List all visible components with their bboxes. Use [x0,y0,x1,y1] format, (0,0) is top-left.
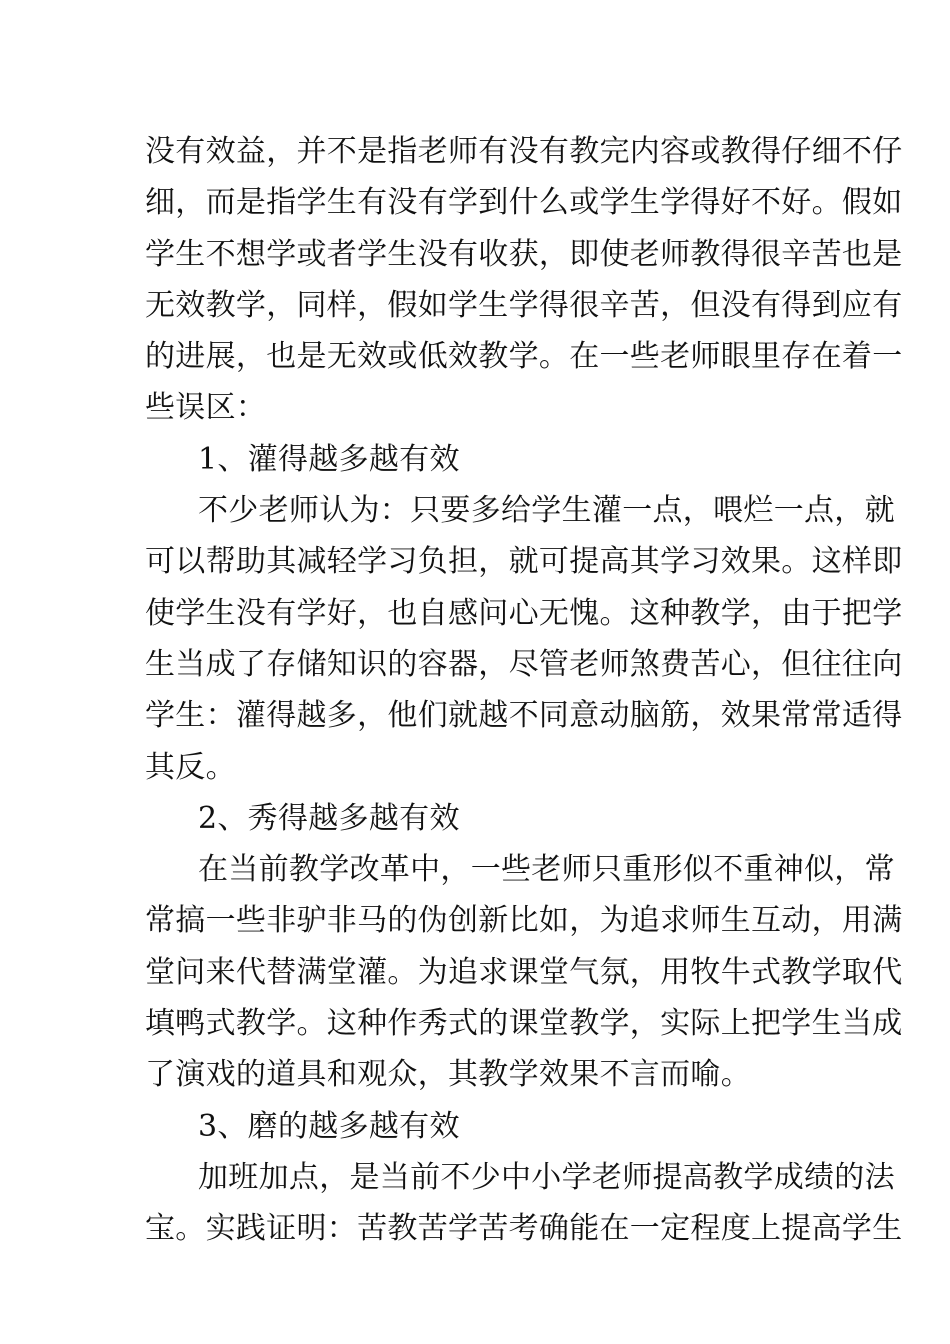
text-line: 1、灌得越多越有效 [198,441,460,477]
text-line: 堂问来代替满堂灌。为追求课堂气氛，用牧牛式教学取代 [145,954,903,990]
text-line: 没有效益，并不是指老师有没有教完内容或教得仔细不仔 [145,134,903,169]
text-line: 使学生没有学好，也自感问心无愧。这种教学，由于把学 [145,595,903,631]
text-line: 3、磨的越多越有效 [198,1108,460,1144]
text-line: 生当成了存储知识的容器，尽管老师煞费苦心，但往往向 [145,646,903,682]
text-line: 常搞一些非驴非马的伪创新比如，为追求师生互动，用满 [145,903,903,939]
text-line: 可以帮助其减轻学习负担，就可提高其学习效果。这样即 [145,544,903,580]
text-line: 了演戏的道具和观众，其教学效果不言而喻。 [145,1057,751,1093]
text-line: 在当前教学改革中，一些老师只重形似不重神似，常 [198,852,895,888]
text-line: 学生不想学或者学生没有收获，即使老师教得很辛苦也是 [145,236,903,272]
text-line: 填鸭式教学。这种作秀式的课堂教学，实际上把学生当成 [145,1006,903,1042]
text-line: 细，而是指学生有没有学到什么或学生学得好不好。假如 [145,185,903,221]
text-line: 无效教学，同样，假如学生学得很辛苦，但没有得到应有 [145,287,903,323]
body-text [145,126,903,1255]
text-line: 宝。实践证明：苦教苦学苦考确能在一定程度上提高学生 [145,1211,903,1247]
text-line: 不少老师认为：只要多给学生灌一点，喂烂一点，就 [198,493,895,529]
text-line: 其反。 [145,749,236,785]
text-line: 学生：灌得越多，他们就越不同意动脑筋，效果常常适得 [145,698,903,734]
text-line: 些误区： [145,390,267,426]
text-line: 的进展，也是无效或低效教学。在一些老师眼里存在着一 [145,339,903,375]
text-line: 加班加点，是当前不少中小学老师提高教学成绩的法 [198,1159,895,1195]
text-line: 2、秀得越多越有效 [198,800,460,836]
